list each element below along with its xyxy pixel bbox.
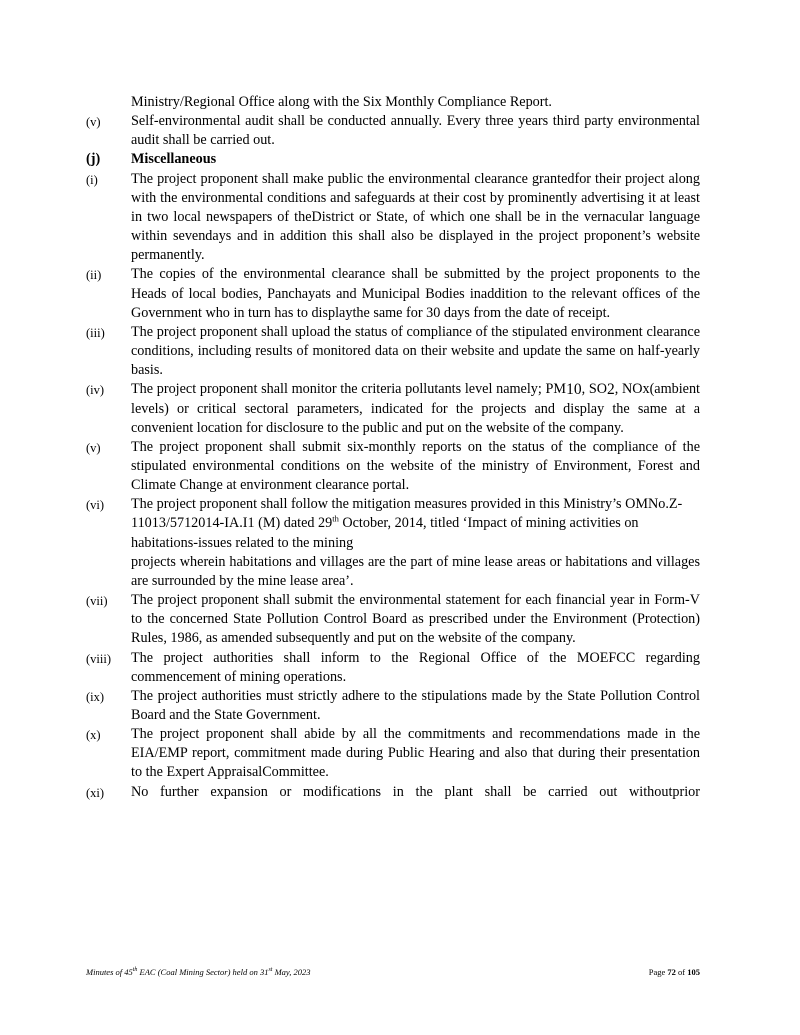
section-number: (j) — [86, 151, 101, 168]
item-number: (v) — [86, 440, 101, 455]
list-item — [86, 725, 700, 782]
item-text: The project proponent shall make public the environmental clearance grantedfor their project along with the environmental conditions and safeguards at their cost by prominently advertising it at least in two local newspapers of theDistrict or State, of which one shall be in the vernacular language within sevendays and in addition this shall also be displayed in the project proponent’s website permanently. — [131, 170, 700, 264]
list-item — [86, 495, 700, 552]
list-item — [86, 323, 700, 380]
footer-meeting-info — [86, 967, 310, 977]
list-item — [86, 591, 700, 648]
footer-text: EAC (Coal Mining Sector) held on 31 — [137, 967, 269, 977]
item-number: (iv) — [86, 383, 105, 398]
item-number: (vii) — [86, 594, 108, 609]
item-text: The project proponent shall submit six-monthly reports on the status of the compliance of the stipulated environmental conditions on the website of the ministry of Environment, Forest and Climate Change at environment clearance portal. — [131, 438, 700, 494]
section-heading — [86, 150, 700, 169]
list-item — [86, 170, 700, 266]
item-text: Self-environmental audit shall be conducted annually. Every three years third party environmental audit shall be carried out. — [131, 113, 700, 149]
item-text-part: October, 2014, titled ‘Impact of mining activities on habitations-issues related to the mining — [131, 515, 639, 551]
item-text: The project authorities shall inform to the Regional Office of the MOEFCC regarding commencement of mining operations. — [131, 649, 700, 685]
section-title: Miscellaneous — [131, 151, 217, 168]
item-text — [131, 380, 700, 437]
item-number: (viii) — [86, 651, 111, 666]
item-number: (ix) — [86, 689, 105, 704]
pm-subscript: 10 — [566, 381, 582, 399]
item-number: (ii) — [86, 268, 102, 283]
item-text: The project proponent shall abide by all the commitments and recommendations made in the EIA/EMP report, commitment made during Public Hearing and also that during their presentation to the Expert AppraisalCommittee. — [131, 726, 700, 781]
item-text-part: , — [614, 381, 619, 398]
footer-text: Minutes of 45 — [86, 967, 133, 977]
item-text-part: , SO — [581, 381, 607, 398]
item-number: (i) — [86, 172, 98, 187]
item-number: (x) — [86, 728, 101, 743]
item-text: No further expansion or modifications in the plant shall be carried out withoutprior — [131, 783, 700, 800]
total-pages: 105 — [687, 967, 700, 977]
item-text-part: The project proponent shall follow the mitigation measures provided in this Ministry’s OMNo.Z-11013/5712014-IA.I1 (M) dated 29 — [131, 496, 683, 532]
list-item — [86, 687, 700, 725]
item-number: (vi) — [86, 498, 105, 513]
item-text: The project proponent shall submit the environmental statement for each financial year in Form-V to the concerned State Pollution Control Board as prescribed under the Environment (Protection) Rules, 1986, as amended subsequently and put on the website of the company. — [131, 592, 700, 647]
of-label: of — [675, 967, 688, 977]
footer-superscript: st — [268, 967, 273, 974]
item-text-part: (ambient levels) or critical sectoral parameters, indicated for the projects and display the same at a convenient location for disclosure to the public and put on the website of the company. — [131, 381, 701, 436]
item-number: (xi) — [86, 785, 105, 800]
footer-text: May, 2023 — [272, 967, 311, 977]
item-text — [131, 495, 700, 552]
continuation-text: Ministry/Regional Office along with the Six Monthly Compliance Report. — [131, 94, 552, 110]
page-content — [86, 93, 700, 803]
current-page: 72 — [667, 967, 676, 977]
list-item — [86, 783, 700, 803]
so-subscript: 2 — [606, 381, 615, 399]
footer-superscript: th — [132, 967, 138, 974]
page-footer — [86, 967, 700, 977]
item-number: (iii) — [86, 325, 105, 340]
item-text: The project authorities must strictly adhere to the stipulations made by the State Pollution Control Board and the State Government. — [131, 687, 700, 723]
item-text: The project proponent shall upload the status of compliance of the stipulated environment clearance conditions, including results of monitored data on their website and update the same on half-yearly basis. — [131, 323, 700, 379]
list-item — [86, 380, 700, 437]
item-number: (v) — [86, 115, 101, 130]
item-text-part: The project proponent shall monitor the criteria pollutants level namely; PM — [131, 381, 567, 398]
list-item — [86, 438, 700, 495]
item-text: The copies of the environmental clearance shall be submitted by the project proponents to the Heads of local bodies, Panchayats and Municipal Bodies inaddition to the relevant offices of the Government who in turn has to displaythe same for 30 days from the date of receipt. — [131, 266, 700, 321]
item-continuation: projects wherein habitations and villages are the part of mine lease areas or habitations and villages are surrounded by the mine lease area’. — [131, 553, 700, 589]
list-item — [86, 265, 700, 322]
list-item — [86, 649, 700, 687]
list-item — [86, 112, 700, 150]
ordinal-superscript: th — [332, 513, 339, 524]
page-number — [649, 967, 700, 977]
page-label: Page — [648, 967, 668, 977]
nox-text: NOx — [621, 381, 650, 398]
